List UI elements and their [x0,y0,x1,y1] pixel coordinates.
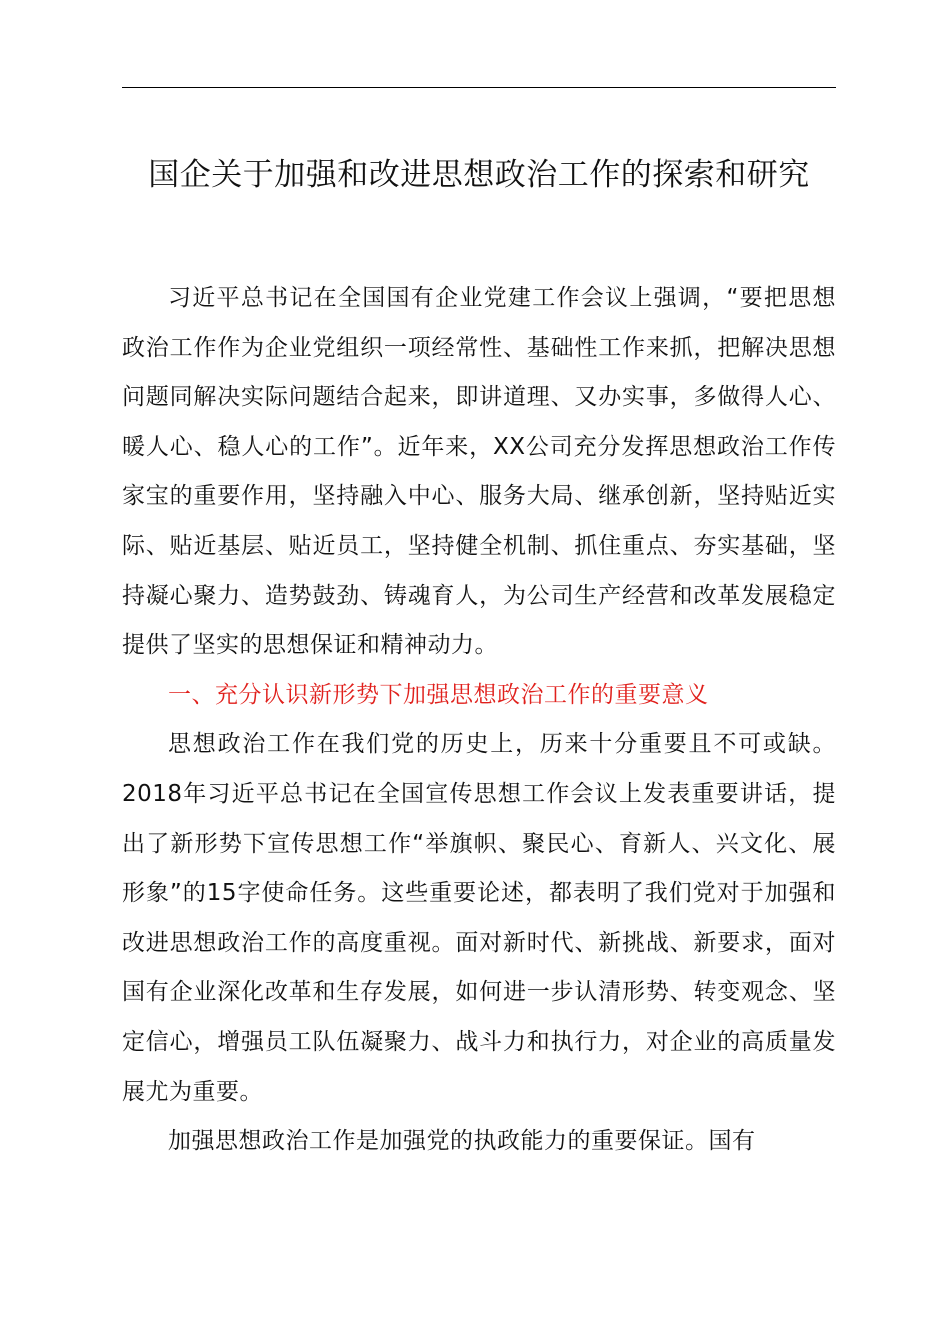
paragraph-intro: 习近平总书记在全国国有企业党建工作会议上强调，“要把思想政治工作作为企业党组织一项经常性、基础性工作来抓，把解决思想问题同解决实际问题结合起来，即讲道理、又办实事，多做得人心、暖人心、稳人心的工作”。近年来，XX公司充分发挥思想政治工作传家宝的重要作用，坚持融入中心、服务大局、继承创新，坚持贴近实际、贴近基层、贴近员工，坚持健全机制、抓住重点、夯实基础，坚持凝心聚力、造势鼓劲、铸魂育人，为公司生产经营和改革发展稳定提供了坚实的思想保证和精神动力。 [122,285,836,659]
document-title: 国企关于加强和改进思想政治工作的探索和研究 [148,157,810,193]
paragraph-section-1-body: 思想政治工作在我们党的历史上，历来十分重要且不可或缺。2018年习近平总书记在全国宣传思想工作会议上发表重要讲话，提出了新形势下宣传思想工作“举旗帜、聚民心、育新人、兴文化、展形象”的15字使命任务。这些重要论述，都表明了我们党对于加强和改进思想政治工作的高度重视。面对新时代、新挑战、新要求，面对国有企业深化改革和生存发展，如何进一步认清形势、转变观念、坚定信心，增强员工队伍凝聚力、战斗力和执行力，对企业的高质量发展尤为重要。 [122,731,836,1105]
header-rule [122,87,836,88]
section-heading-1: 一、充分认识新形势下加强思想政治工作的重要意义 [168,681,709,708]
document-body [122,274,836,1167]
paragraph-section-1-continued: 加强思想政治工作是加强党的执政能力的重要保证。国有 [168,1128,756,1155]
